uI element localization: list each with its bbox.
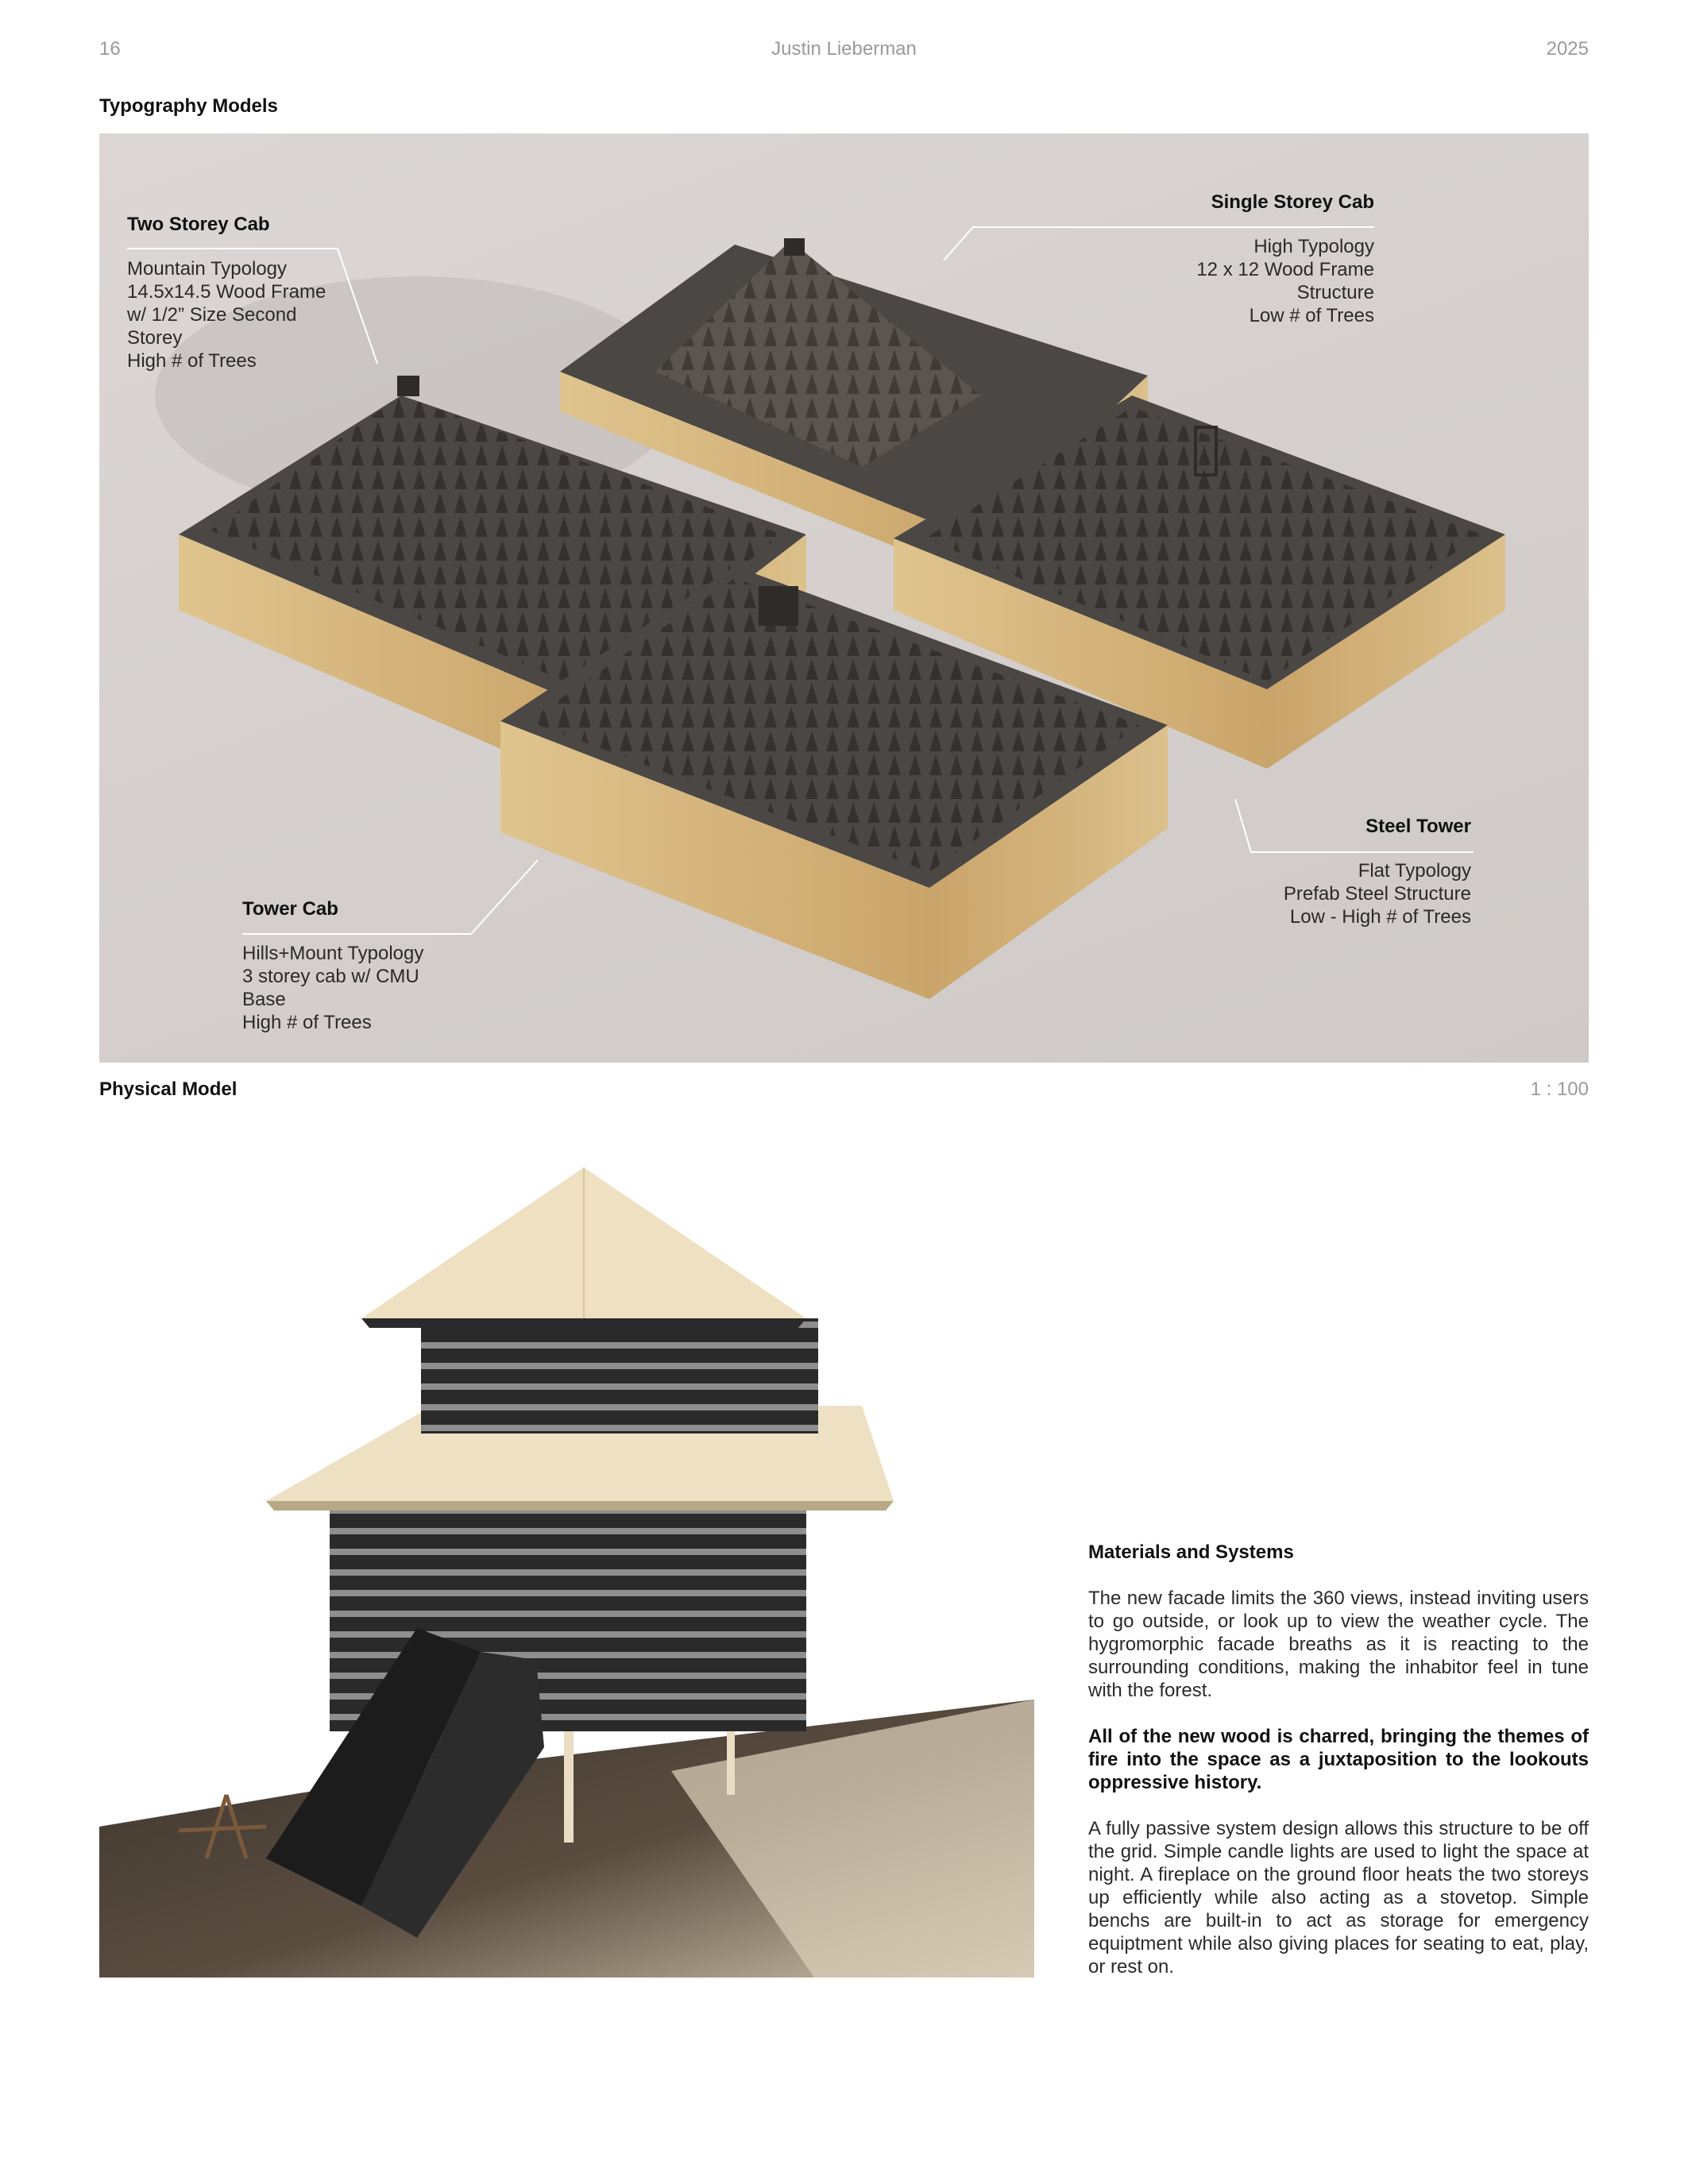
callout-line: Low # of Trees — [1249, 305, 1374, 326]
lookout-model-illustration — [99, 1144, 1034, 1978]
callout-line: Mountain Typology — [127, 258, 288, 280]
physical-model-photo — [99, 1144, 1034, 1978]
section-label-physical-model: Physical Model — [99, 1078, 238, 1100]
callout-line: Flat Typology — [1358, 860, 1471, 882]
materials-paragraph-3: A fully passive system design allows this structure to be off the grid. Simple candle lights are used to light the space at night. A fireplace on the ground floor heats the two storeys up efficiently while also acting as a stovetop. Simple benchs are built-in to act as storage for emergency equiptment while also giving places for seating to eat, play, or rest on. — [1088, 1818, 1589, 1978]
callout-two-storey-cab — [127, 213, 326, 372]
materials-paragraph-2: All of the new wood is charred, bringing the themes of fire into the space as a juxtaposition to the lookouts oppressive history. — [1088, 1726, 1589, 1793]
callout-line: 14.5x14.5 Wood Frame — [127, 281, 326, 303]
callout-steel-tower — [1284, 815, 1471, 928]
callout-title: Single Storey Cab — [1211, 191, 1374, 213]
callout-single-storey-cab — [1196, 191, 1374, 327]
callout-title: Tower Cab — [242, 898, 338, 920]
callout-line: Hills+Mount Typology — [242, 943, 424, 964]
materials-paragraph-1: The new facade limits the 360 views, instead inviting users to go outside, or look up to view the weather cycle. The hygromorphic facade breaths as it is reacting to the surrounding conditions, making the inhabitor feel in tune with the forest. — [1088, 1588, 1589, 1701]
author-name: Justin Lieberman — [771, 38, 917, 60]
year: 2025 — [1546, 38, 1589, 60]
typology-models-photo — [99, 133, 1589, 1063]
callout-line: High # of Trees — [242, 1012, 372, 1033]
callout-line: Storey — [127, 327, 183, 349]
scale-label: 1 : 100 — [1530, 1078, 1589, 1100]
callout-tower-cab — [242, 897, 423, 1034]
page-number: 16 — [99, 38, 121, 60]
callout-title: Steel Tower — [1365, 816, 1471, 837]
callout-line: 12 x 12 Wood Frame — [1196, 259, 1374, 280]
upper-storey-facade — [421, 1318, 818, 1433]
callout-line: 3 storey cab w/ CMU — [242, 966, 419, 987]
callout-line: Base — [242, 989, 286, 1010]
callout-line: High # of Trees — [127, 350, 257, 372]
callout-line: Low - High # of Trees — [1289, 906, 1471, 928]
materials-and-systems — [1088, 1541, 1589, 2001]
section-label-typography: Typography Models — [99, 95, 278, 117]
materials-heading: Materials and Systems — [1088, 1542, 1294, 1563]
callout-line: High Typology — [1253, 236, 1374, 257]
callout-line: w/ 1/2” Size Second — [127, 304, 297, 326]
callout-line: Structure — [1296, 282, 1374, 303]
callout-line: Prefab Steel Structure — [1283, 883, 1471, 905]
callout-title: Two Storey Cab — [127, 214, 270, 235]
